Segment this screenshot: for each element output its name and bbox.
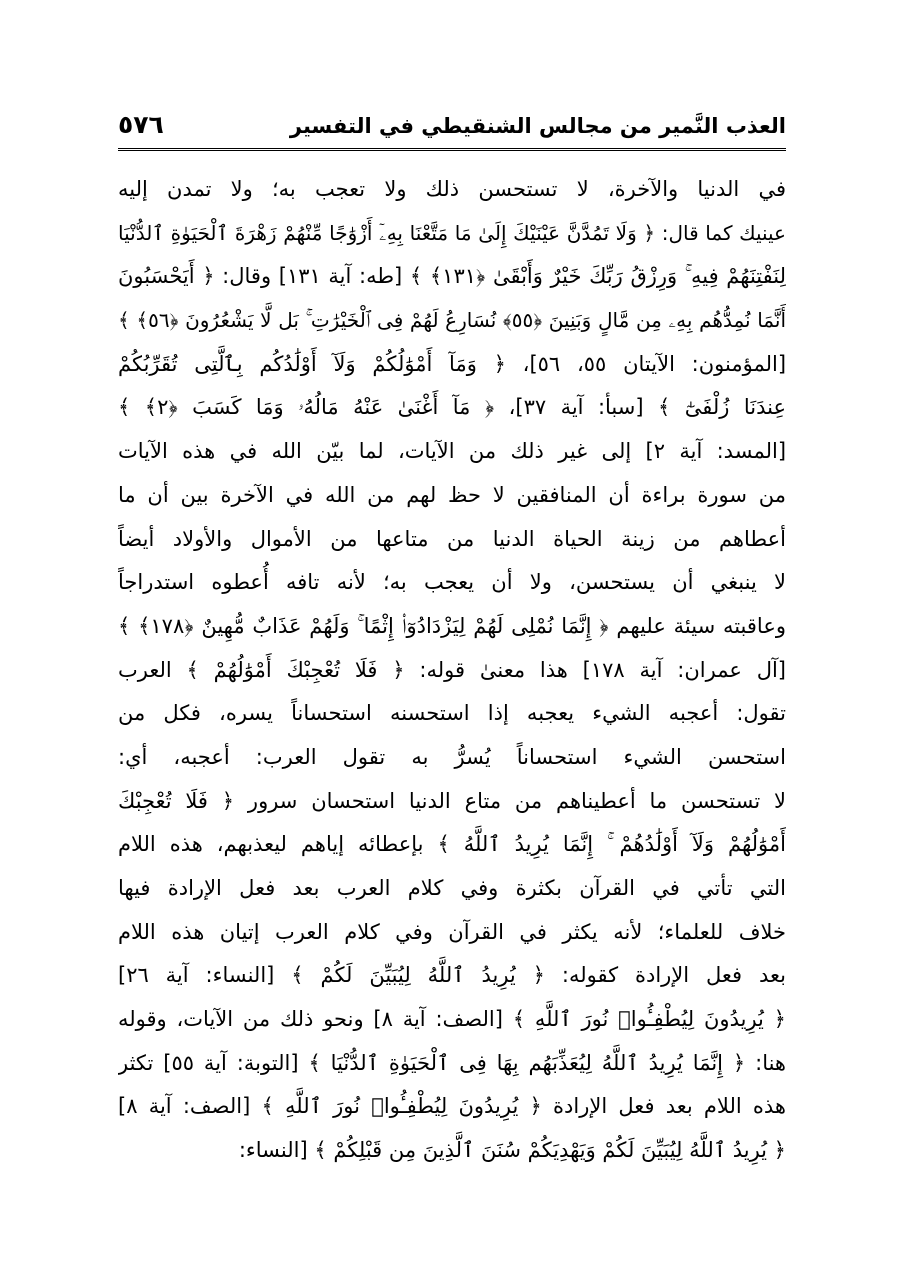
- body-text: [118, 168, 786, 1173]
- text-line: لِنَفْتِنَهُمْ فِيهِ ۚ وَرِزْقُ رَبِّكَ خَيْرٌ وَأَبْقَىٰ ﴿١٣١﴾ ﴾ [طه: آية ١٣١] وقال: ﴿ أَيَحْسَبُونَ: [118, 264, 786, 289]
- text-line: ﴿ يُرِيدُ ٱللَّهُ لِيُبَيِّنَ لَكُمْ وَيَهْدِيَكُمْ سُنَنَ ٱلَّذِينَ مِن قَبْلِكُمْ ﴾ [النساء:: [238, 1138, 786, 1163]
- text-line: بعد فعل الإرادة كقوله: ﴿ يُرِيدُ ٱللَّهُ لِيُبَيِّنَ لَكُمْ ﴾ [النساء: آية ٢٦]: [118, 963, 786, 988]
- text-line: خلاف للعلماء؛ لأنه يكثر في القرآن وفي كلام العرب إتيان هذه اللام: [118, 919, 786, 944]
- text-line: هذه اللام بعد فعل الإرادة ﴿ يُرِيدُونَ لِيُطْفِـُٔوا۟ نُورَ ٱللَّهِ ﴾ [الصف: آية ٨]: [118, 1094, 786, 1119]
- text-line: [آل عمران: آية ١٧٨] هذا معنىٰ قوله: ﴿ فَلَا تُعْجِبْكَ أَمْوَٰلُهُمْ ﴾ العرب: [118, 657, 786, 682]
- text-line: وعاقبته سيئة عليهم ﴿ إِنَّمَا نُمْلِى لَهُمْ لِيَزْدَادُوٓا۟ إِثْمًا ۚ وَلَهُمْ عَذَابٌ مُّهِينٌ ﴿١٧٨﴾ ﴾: [118, 613, 786, 638]
- text-line: هنا: ﴿ إِنَّمَا يُرِيدُ ٱللَّهُ لِيُعَذِّبَهُم بِهَا فِى ٱلْحَيَوٰةِ ٱلدُّنْيَا ﴾ [التوبة: آية ٥٥] تكثر: [118, 1050, 786, 1075]
- text-line: من سورة براءة أن المنافقين لا حظ لهم من الله في الآخرة بين أن ما: [118, 482, 786, 507]
- page-number: ٥٧٦: [118, 110, 164, 139]
- text-line: أعطاهم من زينة الحياة الدنيا من متاعها من الأموال والأولاد أيضاً: [118, 526, 786, 551]
- header-divider: [118, 148, 786, 151]
- text-line: عينيك كما قال: ﴿ وَلَا تَمُدَّنَّ عَيْنَيْكَ إِلَىٰ مَا مَتَّعْنَا بِهِۦٓ أَزْوَٰجًا مِّنْهُمْ زَهْرَةَ ٱلْحَيَوٰةِ ٱلدُّنْيَا: [118, 220, 786, 245]
- text-line: أَمْوَٰلُهُمْ وَلَآ أَوْلَٰدُهُمْ ۚ إِنَّمَا يُرِيدُ ٱللَّهُ ﴾ بإعطائه إياهم ليعذبهم، هذه اللام: [118, 832, 786, 857]
- text-line: في الدنيا والآخرة، لا تستحسن ذلك ولا تعجب به؛ ولا تمدن إليه: [118, 177, 786, 201]
- text-line: ﴿ يُرِيدُونَ لِيُطْفِـُٔوا۟ نُورَ ٱللَّهِ ﴾ [الصف: آية ٨] ونحو ذلك من الآيات، وقوله: [118, 1007, 786, 1032]
- text-line: تقول: أعجبه الشيء يعجبه إذا استحسنه استحساناً يسره، فكل من: [118, 701, 786, 726]
- text-line: لا تستحسن ما أعطيناهم من متاع الدنيا استحسان سرور ﴿ فَلَا تُعْجِبْكَ: [118, 788, 786, 813]
- page-header: [118, 108, 786, 144]
- text-line: [المؤمنون: الآيتان ٥٥، ٥٦]، ﴿ وَمَآ أَمْوَٰلُكُمْ وَلَآ أَوْلَٰدُكُم بِٱلَّتِى تُقَرِّبُكُمْ: [118, 351, 786, 376]
- text-line: [المسد: آية ٢] إلى غير ذلك من الآيات، لما بيّن الله في هذه الآيات: [118, 439, 786, 464]
- text-line: أَنَّمَا نُمِدُّهُم بِهِۦ مِن مَّالٍ وَبَنِينَ ﴿٥٥﴾ نُسَارِعُ لَهُمْ فِى ٱلْخَيْرَٰتِ ۚ بَل لَّا يَشْعُرُونَ ﴿٥٦﴾ ﴾: [118, 308, 786, 333]
- text-line: عِندَنَا زُلْفَىٰٓ ﴾ [سبأ: آية ٣٧]، ﴿ مَآ أَغْنَىٰ عَنْهُ مَالُهُۥ وَمَا كَسَبَ ﴿٢﴾ ﴾: [118, 395, 786, 420]
- text-line: استحسن الشيء استحساناً يُسرُّ به تقول العرب: أعجبه، أي:: [118, 744, 786, 769]
- text-line: لا ينبغي أن يستحسن، ولا أن يعجب به؛ لأنه تافه أُعطوه استدراجاً: [118, 570, 786, 595]
- running-title: العذب النَّمير من مجالس الشنقيطي في التفسير: [289, 114, 786, 138]
- text-line: التي تأتي في القرآن بكثرة وفي كلام العرب بعد فعل الإرادة فيها: [118, 876, 786, 900]
